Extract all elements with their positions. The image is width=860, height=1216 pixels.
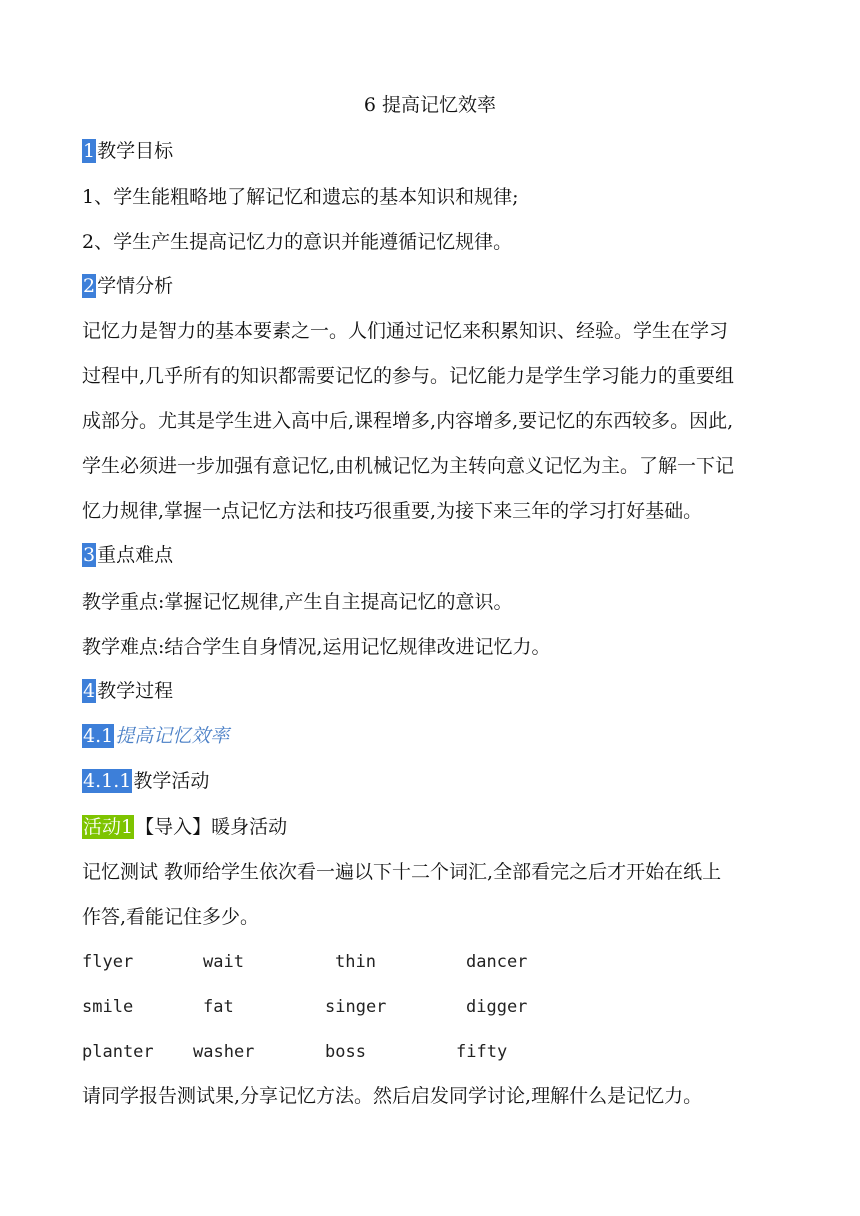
section-heading-1 — [82, 139, 173, 163]
activity-text-line-1: 记忆测试 教师给学生依次看一遍以下十二个词汇,全部看完之后才开始在纸上 — [82, 861, 722, 883]
word-item: fat — [203, 997, 234, 1017]
section-number: 4 — [83, 680, 96, 702]
activity-text-line-2: 作答,看能记住多少。 — [82, 906, 260, 928]
goal-line-2: 2、学生产生提高记忆力的意识并能遵循记忆规律。 — [82, 231, 513, 253]
section-heading-2 — [82, 274, 173, 298]
analysis-line-4: 学生必须进一步加强有意记忆,由机械记忆为主转向意义记忆为主。了解一下记 — [82, 455, 735, 477]
section-title: 教学目标 — [97, 140, 174, 162]
page-title: 6 提高记忆效率 — [363, 94, 497, 116]
section-number: 2 — [83, 275, 96, 297]
word-item: singer — [325, 997, 387, 1017]
section-title: 提高记忆效率 — [115, 725, 230, 747]
analysis-line-1: 记忆力是智力的基本要素之一。人们通过记忆来积累知识、经验。学生在学习 — [82, 320, 729, 342]
activity-tag: 活动1 — [83, 816, 134, 838]
section-number: 4.1 — [83, 725, 114, 747]
section-number: 1 — [83, 140, 96, 162]
section-title: 教学过程 — [97, 680, 174, 702]
section-heading-4-1 — [82, 724, 229, 748]
section-heading-3 — [82, 543, 173, 567]
section-heading-4-1-1 — [82, 769, 209, 793]
word-item: wait — [203, 952, 244, 972]
word-item: planter — [82, 1042, 154, 1062]
key-point-line: 教学重点:掌握记忆规律,产生自主提高记忆的意识。 — [82, 591, 513, 613]
section-title: 重点难点 — [97, 544, 174, 566]
section-title: 教学活动 — [133, 770, 210, 792]
activity-title: 【导入】暖身活动 — [135, 816, 288, 838]
closing-line: 请同学报告测试果,分享记忆方法。然后启发同学讨论,理解什么是记忆力。 — [82, 1085, 703, 1107]
difficult-point-line: 教学难点:结合学生自身情况,运用记忆规律改进记忆力。 — [82, 636, 551, 658]
word-item: smile — [82, 997, 134, 1017]
word-item: fifty — [456, 1042, 508, 1062]
analysis-line-3: 成部分。尤其是学生进入高中后,课程增多,内容增多,要记忆的东西较多。因此, — [82, 410, 734, 432]
word-item: digger — [466, 997, 528, 1017]
section-heading-4 — [82, 679, 173, 703]
word-item: washer — [193, 1042, 255, 1062]
word-item: dancer — [466, 952, 528, 972]
activity-heading — [82, 815, 287, 839]
analysis-line-2: 过程中,几乎所有的知识都需要记忆的参与。记忆能力是学生学习能力的重要组 — [82, 365, 735, 387]
section-number: 4.1.1 — [83, 770, 132, 792]
analysis-line-5: 忆力规律,掌握一点记忆方法和技巧很重要,为接下来三年的学习打好基础。 — [82, 500, 703, 522]
section-number: 3 — [83, 544, 96, 566]
word-item: thin — [335, 952, 376, 972]
word-item: flyer — [82, 952, 134, 972]
section-title: 学情分析 — [97, 275, 174, 297]
word-item: boss — [325, 1042, 366, 1062]
goal-line-1: 1、学生能粗略地了解记忆和遗忘的基本知识和规律; — [82, 186, 519, 208]
